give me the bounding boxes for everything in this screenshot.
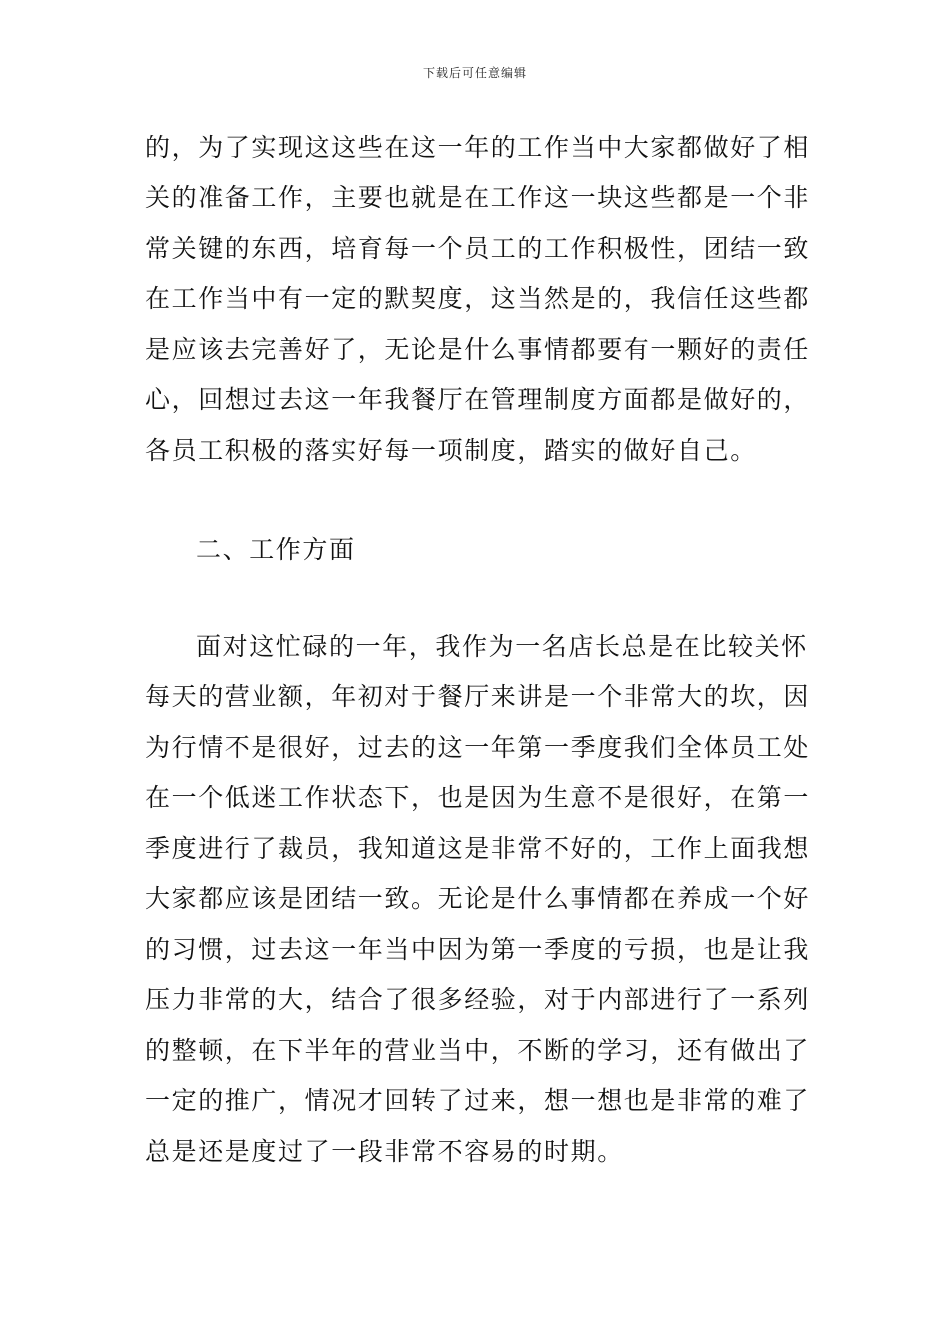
paragraph-line: 的习惯，过去这一年当中因为第一季度的亏损，也是让我 xyxy=(145,935,811,964)
paragraph-line: 常关键的东西，培育每一个员工的工作积极性，团结一致 xyxy=(145,234,811,263)
paragraph-line: 关的准备工作，主要也就是在工作这一块这些都是一个非 xyxy=(145,183,811,212)
paragraph-line: 的，为了实现这这些在这一年的工作当中大家都做好了相 xyxy=(145,133,811,162)
paragraph-line: 各员工积极的落实好每一项制度，踏实的做好自己。 xyxy=(145,436,757,465)
paragraph-line: 的整顿，在下半年的营业当中，不断的学习，还有做出了 xyxy=(145,1036,811,1065)
paragraph-line: 一定的推广，情况才回转了过来，想一想也是非常的难了 xyxy=(145,1086,811,1115)
paragraph-line: 季度进行了裁员，我知道这是非常不好的，工作上面我想 xyxy=(145,834,811,863)
paragraph-line: 面对这忙碌的一年，我作为一名店长总是在比较关怀 xyxy=(196,632,808,661)
paragraph-line: 大家都应该是团结一致。无论是什么事情都在养成一个好 xyxy=(145,884,811,913)
paragraph-line: 在工作当中有一定的默契度，这当然是的，我信任这些都 xyxy=(145,284,811,313)
section-heading: 二、工作方面 xyxy=(196,535,356,564)
paragraph-line: 是应该去完善好了，无论是什么事情都要有一颗好的责任 xyxy=(145,335,811,364)
paragraph-line: 总是还是度过了一段非常不容易的时期。 xyxy=(145,1137,624,1166)
paragraph-line: 心，回想过去这一年我餐厅在管理制度方面都是做好的， xyxy=(145,385,811,414)
paragraph-line: 在一个低迷工作状态下，也是因为生意不是很好，在第一 xyxy=(145,783,811,812)
paragraph-line: 每天的营业额，年初对于餐厅来讲是一个非常大的坎，因 xyxy=(145,682,811,711)
page-header: 下载后可任意编辑 xyxy=(422,66,527,80)
paragraph-line: 为行情不是很好，过去的这一年第一季度我们全体员工处 xyxy=(145,733,811,762)
paragraph-line: 压力非常的大，结合了很多经验，对于内部进行了一系列 xyxy=(145,985,811,1014)
